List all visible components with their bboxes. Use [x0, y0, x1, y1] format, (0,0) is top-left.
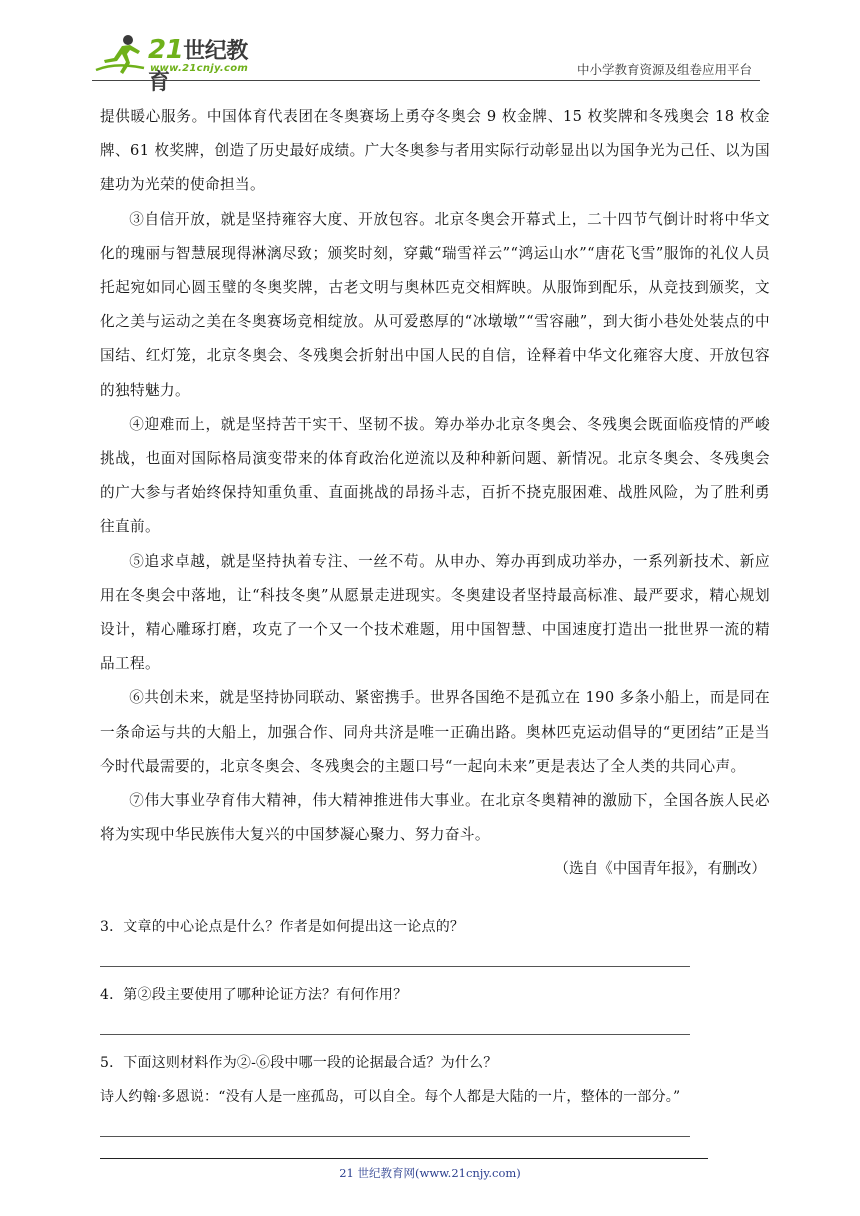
footer-divider	[100, 1158, 708, 1159]
logo-url: www.21cnjy.com	[150, 63, 249, 74]
answer-line-q5[interactable]	[100, 1136, 690, 1137]
runner-logo-icon	[92, 32, 150, 78]
paragraph-3: ③自信开放，就是坚持雍容大度、开放包容。北京冬奥会开幕式上，二十四节气倒计时将中华文化的瑰丽与智慧展现得淋漓尽致；颁奖时刻，穿戴“瑞雪祥云”“鸿运山水”“唐花飞雪”服饰的礼仪人员托起宛如同心圆玉璧的冬奥奖牌，古老文明与奥林匹克交相辉映。从服饰到配乐，从竞技到颁奖，文化之美与运动之美在冬奥赛场竞相绽放。从可爱憨厚的“冰墩墩”“雪容融”，到大街小巷处处装点的中国结、红灯笼，北京冬奥会、冬残奥会折射出中国人民的自信，诠释着中华文化雍容大度、开放包容的独特魅力。	[100, 210, 770, 399]
paragraph-7: ⑦伟大事业孕育伟大精神，伟大精神推进伟大事业。在北京冬奥精神的激励下，全国各族人民必将为实现中华民族伟大复兴的中国梦凝心聚力、努力奋斗。	[100, 792, 770, 844]
paragraph-5: ⑤追求卓越，就是坚持执着专注、一丝不苟。从申办、筹办再到成功举办，一系列新技术、新应用在冬奥会中落地，让“科技冬奥”从愿景走进现实。冬奥建设者坚持最高标准、最严要求，精心规划设计，精心雕琢打磨，攻克了一个又一个技术难题，用中国智慧、中国速度打造出一批世界一流的精品工程。	[100, 552, 770, 673]
page-header	[92, 28, 760, 95]
question-5: 5．下面这则材料作为②-⑥段中哪一段的论据最合适？为什么？	[100, 1055, 498, 1071]
question-3: 3．文章的中心论点是什么？作者是如何提出这一论点的？	[100, 919, 465, 935]
paragraph-6: ⑥共创未来，就是坚持协同联动、紧密携手。世界各国绝不是孤立在 190 多条小船上，而是同在一条命运与共的大船上，加强合作、同舟共济是唯一正确出路。奥林匹克运动倡导的“更团结”正是当今时代最需要的，北京冬奥会、冬残奥会的主题口号“一起向未来”更是表达了全人类的共同心声。	[100, 689, 770, 775]
answer-line-q4[interactable]	[100, 1034, 690, 1035]
question-5-material: 诗人约翰·多恩说：“没有人是一座孤岛，可以自全。每个人都是大陆的一片，整体的一部分。”	[100, 1089, 681, 1105]
article-source: （选自《中国青年报》，有删改）	[554, 860, 766, 878]
header-divider	[92, 80, 760, 81]
answer-line-q3[interactable]	[100, 966, 690, 967]
question-4: 4．第②段主要使用了哪种论证方法？有何作用？	[100, 987, 408, 1003]
paragraph-4: ④迎难而上，就是坚持苦干实干、坚韧不拔。筹办举办北京冬奥会、冬残奥会既面临疫情的严峻挑战，也面对国际格局演变带来的体育政治化逆流以及种种新问题、新情况。北京冬奥会、冬残奥会的广大参与者始终保持知重负重、直面挑战的昂扬斗志，百折不挠克服困难、战胜风险，为了胜利勇往直前。	[100, 415, 770, 536]
platform-title: 中小学教育资源及组卷应用平台	[576, 62, 752, 77]
paragraph-continuation: 提供暖心服务。中国体育代表团在冬奥赛场上勇夺冬奥会 9 枚金牌、15 枚奖牌和冬残奥会 18 枚金牌、61 枚奖牌，创造了历史最好成绩。广大冬奥参与者用实际行动彰显出以为国争光为己任、以为国建功为光荣的使命担当。	[100, 108, 770, 194]
logo-text: 21世纪教育	[148, 35, 248, 95]
logo	[92, 32, 262, 95]
footer-text: 21 世纪教育网(www.21cnjy.com)	[339, 1166, 521, 1180]
article-body	[100, 100, 770, 886]
